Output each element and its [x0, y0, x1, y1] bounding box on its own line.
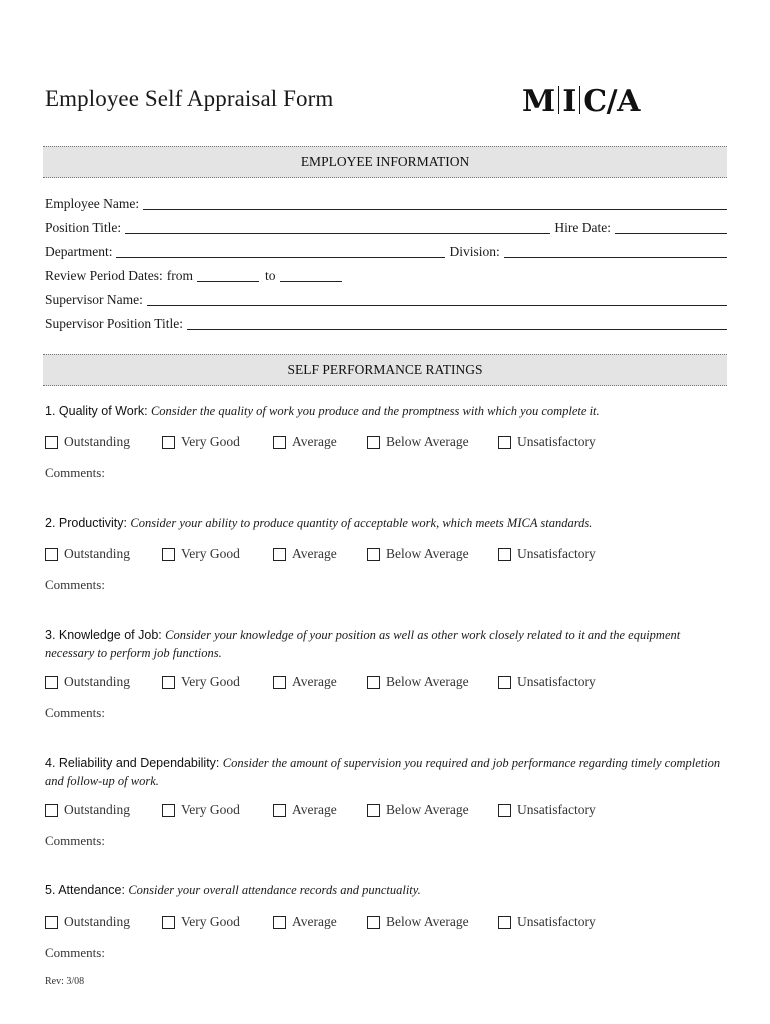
- position-title-row: [45, 218, 727, 236]
- question-productivity: [45, 514, 725, 532]
- checkbox[interactable]: [162, 916, 175, 929]
- checkbox[interactable]: [498, 916, 511, 929]
- checkbox[interactable]: [162, 676, 175, 689]
- checkbox[interactable]: [367, 436, 380, 449]
- option-label: Below Average: [386, 802, 469, 817]
- option-label: Average: [292, 546, 337, 561]
- option-label: Below Average: [386, 434, 469, 449]
- logo-letter-a: A: [617, 84, 640, 119]
- checkbox[interactable]: [162, 804, 175, 817]
- option-very-good[interactable]: [162, 434, 240, 450]
- question-label: 5. Attendance:: [45, 883, 125, 897]
- option-below-average[interactable]: [367, 434, 469, 450]
- option-average[interactable]: [273, 802, 337, 818]
- option-very-good[interactable]: [162, 802, 240, 818]
- comments-label: Comments:: [45, 577, 105, 592]
- option-label: Unsatisfactory: [517, 674, 596, 689]
- hire-date-field[interactable]: [615, 220, 727, 234]
- review-period-label: Review Period Dates:: [45, 268, 163, 283]
- review-from-field[interactable]: [197, 268, 259, 282]
- question-description: Consider your knowledge of your position as well as other work closely related to it and the equipment necessary to perform job functions.: [45, 628, 681, 660]
- checkbox[interactable]: [162, 548, 175, 561]
- supervisor-name-row: [45, 290, 727, 308]
- question-description: Consider the quality of work you produce and the promptness with which you complete it.: [150, 404, 600, 418]
- option-very-good[interactable]: [162, 546, 240, 562]
- question-label: 1. Quality of Work:: [45, 404, 148, 418]
- employee-name-label: Employee Name:: [45, 196, 140, 211]
- option-label: Unsatisfactory: [517, 434, 596, 449]
- form-title: Employee Self Appraisal Form: [45, 86, 334, 111]
- checkbox[interactable]: [273, 436, 286, 449]
- option-label: Average: [292, 802, 337, 817]
- option-label: Outstanding: [64, 674, 130, 689]
- section-header-self-performance-ratings: SELF PERFORMANCE RATINGS: [43, 354, 727, 386]
- review-period-row: [45, 266, 375, 284]
- option-very-good[interactable]: [162, 914, 240, 930]
- checkbox[interactable]: [367, 676, 380, 689]
- option-label: Unsatisfactory: [517, 802, 596, 817]
- department-field[interactable]: [116, 244, 445, 258]
- option-below-average[interactable]: [367, 914, 469, 930]
- option-label: Very Good: [181, 434, 240, 449]
- comments-label: Comments:: [45, 833, 105, 848]
- option-label: Very Good: [181, 674, 240, 689]
- option-label: Average: [292, 674, 337, 689]
- option-unsatisfactory[interactable]: [498, 434, 596, 450]
- option-label: Very Good: [181, 802, 240, 817]
- option-average[interactable]: [273, 434, 337, 450]
- checkbox[interactable]: [498, 676, 511, 689]
- checkbox[interactable]: [498, 436, 511, 449]
- department-label: Department:: [45, 244, 113, 259]
- question-description: Consider the amount of supervision you required and job performance regarding timely completion and follow-up of work.: [45, 756, 721, 788]
- employee-name-row: [45, 194, 727, 212]
- question-quality-of-work: [45, 402, 725, 420]
- department-row: [45, 242, 727, 260]
- question-label: 4. Reliability and Dependability:: [45, 756, 220, 770]
- option-label: Unsatisfactory: [517, 914, 596, 929]
- checkbox[interactable]: [273, 548, 286, 561]
- option-outstanding[interactable]: [45, 434, 130, 450]
- checkbox[interactable]: [45, 916, 58, 929]
- question-description: Consider your ability to produce quantity of acceptable work, which meets MICA standards.: [130, 516, 593, 530]
- division-field[interactable]: [504, 244, 727, 258]
- question-label: 2. Productivity:: [45, 516, 127, 530]
- option-outstanding[interactable]: [45, 914, 130, 930]
- logo-letter-c: C: [583, 84, 607, 119]
- logo-slash: /: [606, 84, 618, 119]
- option-label: Outstanding: [64, 802, 130, 817]
- logo-letter-m: M: [522, 84, 555, 119]
- review-to-label: to: [264, 268, 276, 283]
- checkbox[interactable]: [273, 676, 286, 689]
- checkbox[interactable]: [45, 804, 58, 817]
- question-label: 3. Knowledge of Job:: [45, 628, 162, 642]
- option-unsatisfactory[interactable]: [498, 914, 596, 930]
- logo-divider: [558, 86, 560, 114]
- hire-date-label: Hire Date:: [554, 220, 611, 235]
- option-below-average[interactable]: [367, 674, 469, 690]
- option-outstanding[interactable]: [45, 546, 130, 562]
- division-label: Division:: [449, 244, 500, 259]
- option-label: Unsatisfactory: [517, 546, 596, 561]
- question-reliability-and-dependability: [45, 754, 725, 790]
- logo-letter-i: I: [562, 84, 576, 119]
- comments-label: Comments:: [45, 465, 105, 480]
- option-label: Outstanding: [64, 434, 130, 449]
- option-unsatisfactory[interactable]: [498, 546, 596, 562]
- option-average[interactable]: [273, 674, 337, 690]
- checkbox[interactable]: [273, 916, 286, 929]
- checkbox[interactable]: [367, 916, 380, 929]
- supervisor-position-row: [45, 314, 727, 332]
- checkbox[interactable]: [367, 548, 380, 561]
- mica-logo: [522, 86, 640, 117]
- question-knowledge-of-job: [45, 626, 725, 662]
- review-to-field[interactable]: [280, 268, 342, 282]
- option-label: Outstanding: [64, 546, 130, 561]
- option-below-average[interactable]: [367, 802, 469, 818]
- employee-name-field[interactable]: [143, 196, 727, 210]
- checkbox[interactable]: [45, 436, 58, 449]
- checkbox[interactable]: [45, 548, 58, 561]
- option-label: Very Good: [181, 914, 240, 929]
- section-header-employee-information: EMPLOYEE INFORMATION: [43, 146, 727, 178]
- option-label: Very Good: [181, 546, 240, 561]
- supervisor-name-field[interactable]: [147, 292, 727, 306]
- checkbox[interactable]: [162, 436, 175, 449]
- question-description: Consider your overall attendance records and punctuality.: [128, 883, 421, 897]
- comments-label: Comments:: [45, 945, 105, 960]
- option-outstanding[interactable]: [45, 674, 130, 690]
- option-label: Below Average: [386, 914, 469, 929]
- position-title-label: Position Title:: [45, 220, 122, 235]
- comments-label: Comments:: [45, 705, 105, 720]
- checkbox[interactable]: [273, 804, 286, 817]
- supervisor-position-label: Supervisor Position Title:: [45, 316, 184, 331]
- revision-note: Rev: 3/08: [45, 976, 85, 987]
- option-label: Average: [292, 434, 337, 449]
- option-unsatisfactory[interactable]: [498, 802, 596, 818]
- option-average[interactable]: [273, 546, 337, 562]
- checkbox[interactable]: [367, 804, 380, 817]
- option-label: Outstanding: [64, 914, 130, 929]
- option-average[interactable]: [273, 914, 337, 930]
- checkbox[interactable]: [498, 804, 511, 817]
- option-label: Average: [292, 914, 337, 929]
- option-label: Below Average: [386, 674, 469, 689]
- supervisor-name-label: Supervisor Name:: [45, 292, 143, 307]
- option-below-average[interactable]: [367, 546, 469, 562]
- checkbox[interactable]: [45, 676, 58, 689]
- checkbox[interactable]: [498, 548, 511, 561]
- option-label: Below Average: [386, 546, 469, 561]
- option-outstanding[interactable]: [45, 802, 130, 818]
- option-unsatisfactory[interactable]: [498, 674, 596, 690]
- supervisor-position-field[interactable]: [187, 316, 727, 330]
- option-very-good[interactable]: [162, 674, 240, 690]
- review-from-label: from: [166, 268, 193, 283]
- logo-divider: [579, 86, 581, 114]
- question-attendance: [45, 881, 725, 899]
- position-title-field[interactable]: [125, 220, 550, 234]
